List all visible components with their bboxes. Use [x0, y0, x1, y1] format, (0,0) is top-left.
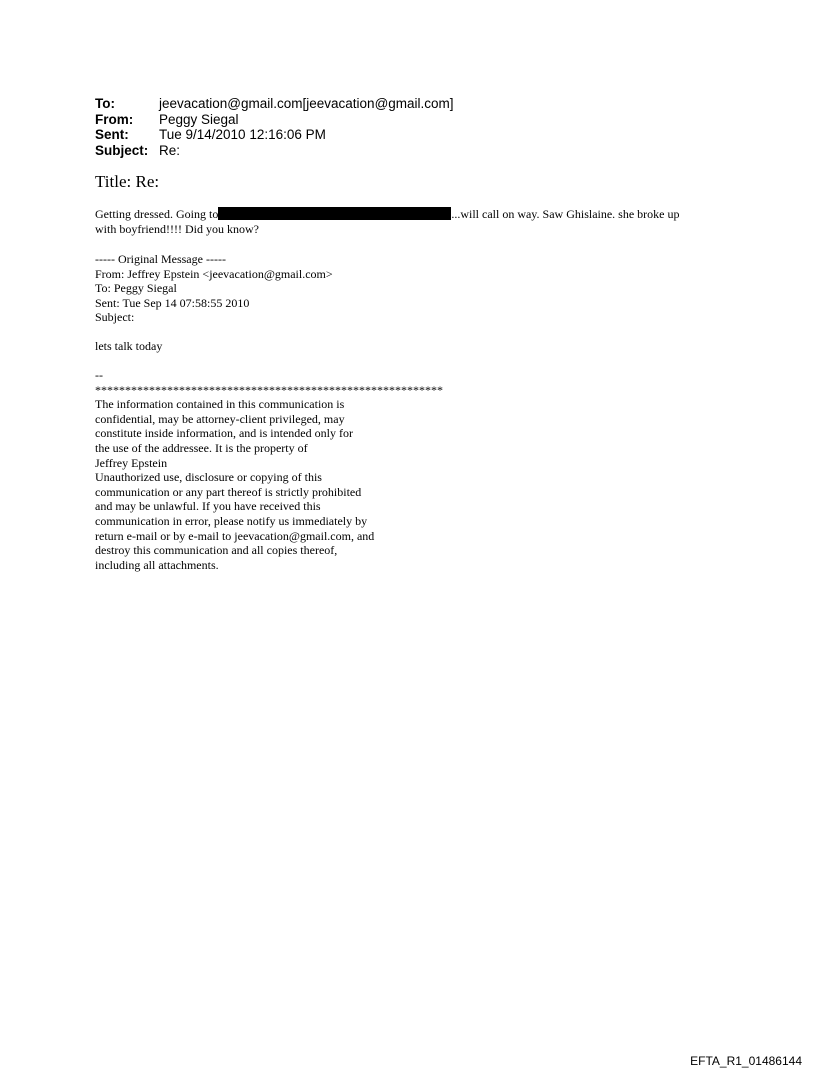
subject-value: Re: [159, 142, 181, 158]
header-sent-row [95, 127, 454, 143]
sent-label: Sent: [95, 127, 129, 142]
signature-line: communication in error, please notify us immediately by [95, 513, 368, 528]
signature-line: return e-mail or by e-mail to jeevacation@gmail.com, and [95, 528, 375, 543]
email-header [95, 96, 454, 158]
reply-line-2: with boyfriend!!!! Did you know? [95, 221, 259, 236]
original-from: From: Jeffrey Epstein <jeevacation@gmail.com> [95, 266, 333, 281]
header-from-row [95, 112, 454, 128]
signature-line: including all attachments. [95, 557, 219, 572]
signature-stars: ********************************************************** [95, 382, 443, 397]
signature-line: Unauthorized use, disclosure or copying of this [95, 470, 322, 485]
to-label: To: [95, 96, 115, 111]
signature-line: constitute inside information, and is intended only for [95, 426, 353, 441]
redaction-block [218, 207, 451, 220]
signature-line: Jeffrey Epstein [95, 455, 168, 470]
reply-body [95, 207, 680, 236]
header-subject-row [95, 143, 454, 159]
sent-value: Tue 9/14/2010 12:16:06 PM [159, 127, 326, 142]
reply-line-1 [95, 207, 680, 222]
document-title: Title: Re: [95, 172, 160, 191]
original-subject: Subject: [95, 310, 135, 325]
signature-line: destroy this communication and all copies thereof, [95, 543, 338, 558]
signature-line: communication or any part thereof is strictly prohibited [95, 484, 362, 499]
signature-dash: -- [95, 368, 103, 382]
original-message [95, 252, 333, 325]
from-label: From: [95, 111, 134, 127]
header-to-row [95, 96, 454, 112]
signature-line: the use of the addressee. It is the property of [95, 440, 308, 455]
from-value: Peggy Siegal [159, 111, 239, 127]
signature-block [95, 368, 443, 572]
document-id: EFTA_R1_01486144 [690, 1054, 802, 1068]
signature-line: The information contained in this communication is [95, 397, 345, 412]
original-separator: ----- Original Message ----- [95, 252, 226, 266]
original-message-text: lets talk today [95, 339, 163, 353]
original-to: To: Peggy Siegal [95, 281, 177, 296]
reply-line-1-before: Getting dressed. Going to [95, 207, 219, 221]
original-message-body [95, 339, 162, 354]
reply-line-1-after: ...will call on way. Saw Ghislaine. she broke up [451, 207, 680, 221]
signature-line: and may be unlawful. If you have received this [95, 499, 321, 514]
to-value: jeevacation@gmail.com[jeevacation@gmail.com] [159, 96, 454, 111]
original-sent: Sent: Tue Sep 14 07:58:55 2010 [95, 295, 250, 310]
signature-line: confidential, may be attorney-client privileged, may [95, 411, 345, 426]
subject-label: Subject: [95, 142, 149, 158]
